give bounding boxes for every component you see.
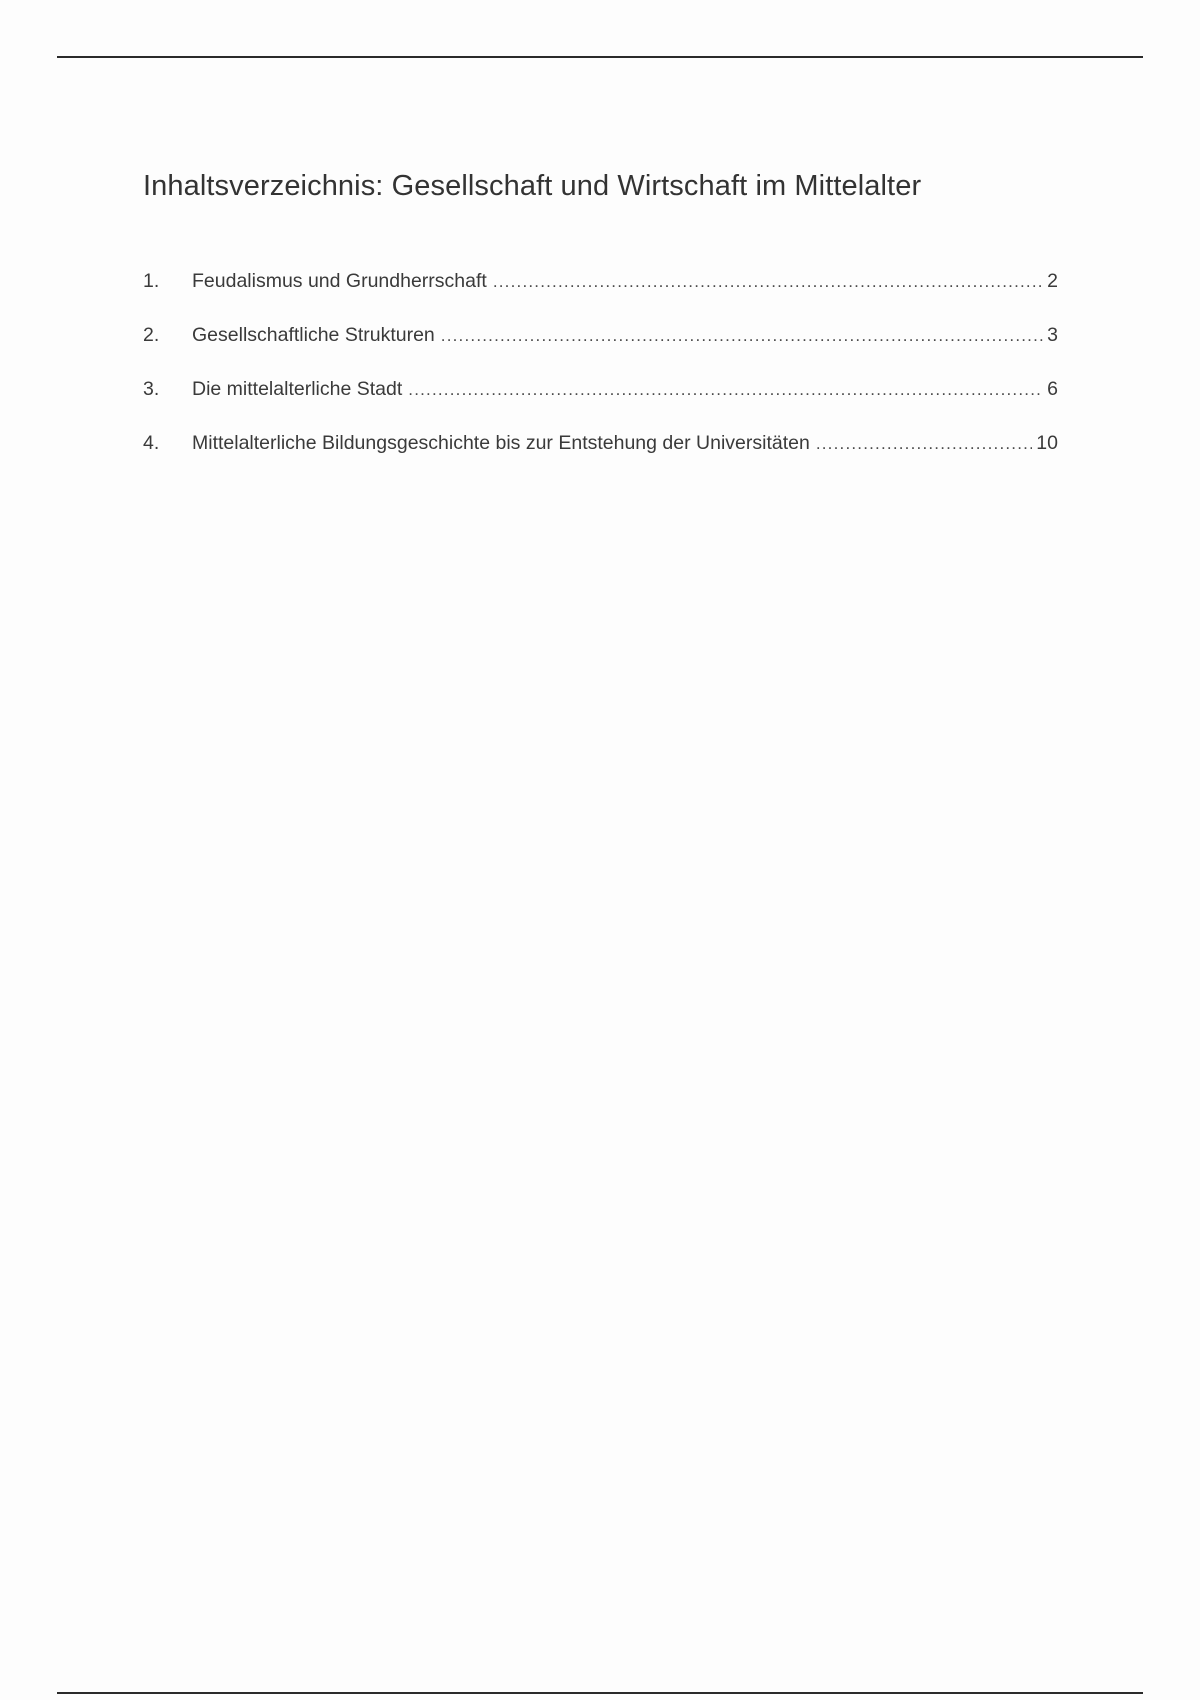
toc-entry-4[interactable] xyxy=(143,432,1058,486)
toc-entry-number: 4. xyxy=(143,432,160,454)
toc-entry-page: 3 xyxy=(1047,324,1058,346)
toc-entry-number: 3. xyxy=(143,378,160,400)
toc-entry-title: Feudalismus und Grundherrschaft xyxy=(192,270,487,292)
table-of-contents xyxy=(143,270,1058,486)
dot-leader xyxy=(493,272,1043,292)
toc-entry-page: 6 xyxy=(1047,378,1058,400)
toc-entry-title: Die mittelalterliche Stadt xyxy=(192,378,403,400)
toc-entry-number: 1. xyxy=(143,270,160,292)
toc-entry-title: Gesellschaftliche Strukturen xyxy=(192,324,435,346)
toc-entry-page: 10 xyxy=(1036,432,1058,454)
toc-entry-title: Mittelalterliche Bildungsgeschichte bis zur Entstehung der Universitäten xyxy=(192,432,810,454)
toc-entry-page: 2 xyxy=(1047,270,1058,292)
toc-entry-number: 2. xyxy=(143,324,160,346)
footer-rule xyxy=(57,1692,1143,1694)
toc-entry-2[interactable] xyxy=(143,324,1058,378)
dot-leader xyxy=(441,326,1043,346)
toc-title: Inhaltsverzeichnis: Gesellschaft und Wirtschaft im Mittelalter xyxy=(143,170,922,202)
header-rule xyxy=(57,56,1143,58)
toc-entry-3[interactable] xyxy=(143,378,1058,432)
dot-leader xyxy=(816,434,1032,454)
dot-leader xyxy=(408,380,1043,400)
toc-entry-1[interactable] xyxy=(143,270,1058,324)
